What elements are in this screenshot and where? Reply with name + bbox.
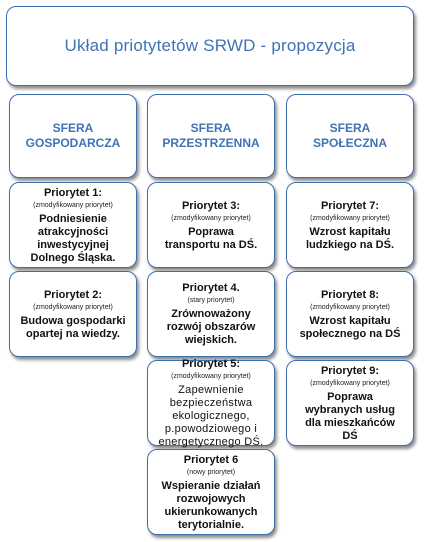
priority-3-status: (zmodyfikowany priorytet) xyxy=(171,214,251,222)
priority-1-desc-line1: Podniesienie xyxy=(39,212,107,225)
priority-5-desc-line5: energetycznego DŚ. xyxy=(158,436,264,448)
priority-5-desc-line3: ekologicznego, xyxy=(172,410,250,422)
priority-6-status: (nowy priorytet) xyxy=(186,468,236,476)
priority-2-desc-line1: Budowa gospodarki xyxy=(20,314,126,327)
priority-7-desc-line1: Wzrost kapitału xyxy=(309,225,391,238)
priority-6-desc-line2: rozwojowych xyxy=(176,492,246,505)
priority-6-box xyxy=(147,449,275,535)
priority-6-desc-line1: Wspieranie działań xyxy=(161,479,261,492)
diagram-title: Układ priotytetów SRWD - propozycja xyxy=(64,36,356,55)
priority-5-title: Priorytet 5: xyxy=(181,358,241,370)
priority-9-desc-line1: Poprawa xyxy=(327,390,373,403)
priority-8-desc-line1: Wzrost kapitału xyxy=(309,314,391,327)
sfera-spoleczna-line2: SPOŁECZNA xyxy=(312,136,387,150)
priority-8-title: Priorytet 8: xyxy=(320,288,380,301)
priority-4-desc-line2: rozwój obszarów xyxy=(166,321,256,333)
priority-6-title: Priorytet 6 xyxy=(183,453,239,466)
sfera-przestrzenna-box xyxy=(147,94,275,178)
priority-1-title: Priorytet 1: xyxy=(43,186,103,199)
priority-1-desc-line3: inwestycyjnej xyxy=(37,238,109,251)
priority-9-desc-line3: dla mieszkańców xyxy=(305,416,395,429)
sfera-gospodarcza-box xyxy=(9,94,137,178)
title-box xyxy=(6,6,414,86)
priority-9-desc-line2: wybranych usług xyxy=(305,403,395,416)
priority-5-desc-line1: Zapewnienie xyxy=(178,384,244,396)
priority-8-desc-line2: społecznego na DŚ xyxy=(299,327,401,340)
priority-1-box xyxy=(9,182,137,268)
priority-7-title: Priorytet 7: xyxy=(320,199,380,212)
sfera-spoleczna-line1: SFERA xyxy=(329,121,371,135)
priority-9-box xyxy=(286,360,414,446)
priority-5-status: (zmodyfikowany priorytet) xyxy=(171,373,251,380)
priority-3-desc-line2: transportu na DŚ. xyxy=(164,238,258,251)
priority-1-desc-line2: atrakcyjności xyxy=(37,225,109,238)
priority-4-desc-line3: wiejskich. xyxy=(185,334,237,346)
sfera-spoleczna-box xyxy=(286,94,414,178)
priority-3-title: Priorytet 3: xyxy=(181,199,241,212)
priority-7-desc-line2: ludzkiego na DŚ. xyxy=(305,238,394,251)
priority-9-title: Priorytet 9: xyxy=(320,364,380,377)
sfera-przestrzenna-line1: SFERA xyxy=(190,121,232,135)
priority-9-desc-line4: DŚ xyxy=(342,429,358,442)
priority-4-box xyxy=(147,271,275,357)
priority-3-desc-line1: Poprawa xyxy=(188,225,234,238)
priority-2-desc-line2: opartej na wiedzy. xyxy=(26,327,120,340)
priority-2-box xyxy=(9,271,137,357)
priority-1-status: (zmodyfikowany priorytet) xyxy=(33,201,113,209)
sfera-gospodarcza-line2: GOSPODARCZA xyxy=(25,136,121,150)
priority-6-desc-line4: terytorialnie. xyxy=(177,518,245,531)
priority-4-status: (stary priorytet) xyxy=(187,297,235,304)
priority-2-title: Priorytet 2: xyxy=(43,288,103,301)
priority-9-status: (zmodyfikowany priorytet) xyxy=(310,379,390,387)
sfera-gospodarcza-line1: SFERA xyxy=(52,121,94,135)
priority-5-desc-line4: p.powodziowego i xyxy=(164,423,258,435)
priority-7-box xyxy=(286,182,414,268)
priority-3-box xyxy=(147,182,275,268)
sfera-przestrzenna-line2: PRZESTRZENNA xyxy=(162,136,260,150)
priority-5-desc-line2: bezpieczeństwa xyxy=(169,397,253,409)
priority-4-desc-line1: Zrównoważony xyxy=(171,308,251,320)
priority-6-desc-line3: ukierunkowanych xyxy=(164,505,258,518)
priority-2-status: (zmodyfikowany priorytet) xyxy=(33,303,113,311)
priority-1-desc-line4: Dolnego Śląska. xyxy=(30,251,116,264)
priority-8-status: (zmodyfikowany priorytet) xyxy=(310,303,390,311)
priority-5-box xyxy=(147,360,275,446)
priority-8-box xyxy=(286,271,414,357)
priority-4-title: Priorytet 4. xyxy=(182,282,240,294)
priority-7-status: (zmodyfikowany priorytet) xyxy=(310,214,390,222)
